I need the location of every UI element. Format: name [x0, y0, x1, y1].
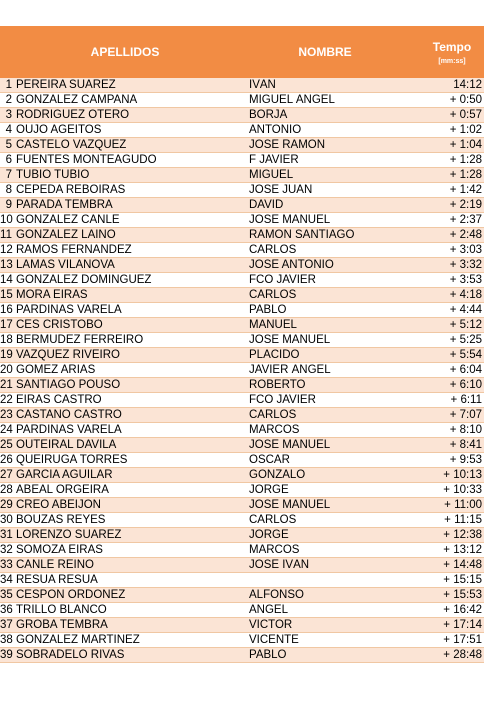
- row-position: 5: [5, 139, 12, 151]
- row-nombre: JAVIER ÁNGEL: [249, 364, 331, 376]
- row-tempo: + 4:18: [449, 289, 482, 301]
- row-apellidos: LAMAS VILANOVA: [16, 259, 115, 271]
- header-nombre: NOMBRE: [298, 45, 352, 59]
- row-nombre: DAVID: [249, 199, 284, 211]
- row-position: 34: [0, 574, 13, 586]
- row-tempo: + 11:00: [444, 499, 482, 511]
- table-row: [0, 318, 484, 333]
- row-position: 12: [0, 244, 13, 256]
- header-tempo-unit: [mm:ss]: [438, 57, 466, 65]
- row-position: 4: [5, 124, 12, 136]
- row-apellidos: BOUZAS REYES: [16, 514, 106, 526]
- row-nombre: JOSE ANTONIO: [249, 259, 334, 271]
- row-apellidos: OUTEIRAL DAVILA: [16, 439, 117, 451]
- row-tempo: + 10:33: [443, 484, 482, 496]
- table-row: [0, 108, 484, 123]
- row-tempo: + 9:53: [449, 454, 482, 466]
- row-position: 33: [0, 559, 13, 571]
- table-row: [0, 468, 484, 483]
- table-row: [0, 438, 484, 453]
- table-row: [0, 423, 484, 438]
- row-position: 28: [0, 484, 13, 496]
- row-tempo: + 14:48: [443, 559, 482, 571]
- table-row: [0, 228, 484, 243]
- row-apellidos: GARCÍA AGUILAR: [16, 469, 113, 481]
- table-row: [0, 513, 484, 528]
- row-apellidos: GONZALEZ CANLE: [16, 214, 120, 226]
- row-tempo: + 3:03: [449, 244, 482, 256]
- row-apellidos: SANTIAGO POUSO: [16, 379, 121, 391]
- row-position: 7: [5, 169, 12, 181]
- results-table: [0, 26, 484, 663]
- row-nombre: JORGE: [249, 484, 289, 496]
- table-row: [0, 648, 484, 663]
- row-position: 17: [0, 319, 13, 331]
- row-apellidos: CES CRISTOBO: [16, 319, 103, 331]
- table-row: [0, 588, 484, 603]
- row-apellidos: GONZÁLEZ CAMPAÑA: [16, 94, 138, 106]
- row-apellidos: OUJO AGEITOS: [16, 124, 102, 136]
- row-nombre: VICENTE: [249, 634, 299, 646]
- row-position: 6: [5, 154, 12, 166]
- row-tempo: + 15:53: [443, 589, 482, 601]
- row-apellidos: PARDIÑAS VARELA: [16, 424, 122, 436]
- row-nombre: JORGE: [249, 529, 289, 541]
- row-tempo: + 4:44: [449, 304, 482, 316]
- row-nombre: ANTONIO: [249, 124, 302, 136]
- row-nombre: CARLOS: [249, 409, 297, 421]
- row-apellidos: SOMOZA EIRAS: [16, 544, 103, 556]
- row-apellidos: EIRAS CASTRO: [16, 394, 102, 406]
- row-position: 38: [0, 634, 13, 646]
- row-position: 10: [0, 214, 13, 226]
- row-tempo: + 8:41: [449, 439, 482, 451]
- row-tempo: + 11:15: [444, 514, 482, 526]
- row-position: 27: [0, 469, 13, 481]
- row-position: 23: [0, 409, 13, 421]
- row-apellidos: PARADA TEMBRA: [16, 199, 113, 211]
- table-row: [0, 453, 484, 468]
- row-position: 13: [0, 259, 13, 271]
- row-nombre: JOSE JUAN: [249, 184, 313, 196]
- table-row: [0, 183, 484, 198]
- table-row: [0, 498, 484, 513]
- row-apellidos: PEREIRA SUÁREZ: [16, 79, 116, 91]
- row-position: 14: [0, 274, 13, 286]
- row-nombre: FCO JAVIER: [249, 394, 316, 406]
- row-apellidos: LORENZO SUAREZ: [16, 529, 122, 541]
- row-position: 16: [0, 304, 13, 316]
- row-position: 32: [0, 544, 13, 556]
- row-tempo: + 10:13: [443, 469, 482, 481]
- row-tempo: + 7:07: [449, 409, 482, 421]
- row-position: 31: [0, 529, 13, 541]
- table-row: [0, 603, 484, 618]
- table-row: [0, 393, 484, 408]
- row-nombre: ALFONSO: [249, 589, 304, 601]
- row-apellidos: GONZALEZ MARTINEZ: [16, 634, 140, 646]
- row-position: 1: [5, 79, 12, 91]
- table-row: [0, 288, 484, 303]
- table-row: [0, 153, 484, 168]
- row-position: 24: [0, 424, 13, 436]
- row-position: 35: [0, 589, 13, 601]
- row-nombre: OSCAR: [249, 454, 290, 466]
- row-tempo: + 1:42: [449, 184, 482, 196]
- row-apellidos: CASTELO VAZQUEZ: [16, 139, 127, 151]
- table-row: [0, 408, 484, 423]
- table-row: [0, 363, 484, 378]
- row-apellidos: RESUA RESUA: [16, 574, 98, 586]
- table-row: [0, 258, 484, 273]
- row-apellidos: TRILLO BLANCO: [16, 604, 107, 616]
- row-position: 25: [0, 439, 13, 451]
- row-position: 11: [0, 229, 12, 241]
- row-tempo: + 6:11: [450, 394, 482, 406]
- row-nombre: MANUEL: [249, 319, 297, 331]
- row-position: 2: [5, 94, 12, 106]
- table-row: [0, 168, 484, 183]
- row-apellidos: GONZALEZ LAIÑO: [16, 229, 116, 241]
- row-apellidos: QUEIRUGA TORRES: [16, 454, 128, 466]
- row-position: 8: [5, 184, 12, 196]
- row-tempo: + 2:19: [449, 199, 482, 211]
- row-position: 19: [0, 349, 13, 361]
- row-nombre: GONZALO: [249, 469, 306, 481]
- row-apellidos: GONZÁLEZ DOMÍNGUEZ: [16, 274, 152, 286]
- row-nombre: PABLO: [249, 304, 287, 316]
- table-row: [0, 138, 484, 153]
- row-tempo: + 28:48: [443, 649, 482, 661]
- row-position: 39: [0, 649, 13, 661]
- row-apellidos: GROBA TEMBRA: [16, 619, 108, 631]
- table-row: [0, 618, 484, 633]
- row-nombre: MIGUEL ÁNGEL: [249, 94, 335, 106]
- row-apellidos: RODRIGUEZ OTERO: [16, 109, 130, 121]
- row-tempo: + 17:51: [443, 634, 482, 646]
- row-tempo: + 13:12: [443, 544, 482, 556]
- table-row: [0, 303, 484, 318]
- row-tempo: + 0:57: [449, 109, 482, 121]
- row-apellidos: GÓMEZ ARIAS: [16, 364, 96, 376]
- row-apellidos: TUBIO TUBIO: [16, 169, 90, 181]
- header-tempo: [400, 26, 484, 78]
- header-apellidos: APELLIDOS: [90, 45, 160, 59]
- row-position: 9: [5, 199, 12, 211]
- table-row: [0, 348, 484, 363]
- row-position: 20: [0, 364, 13, 376]
- row-tempo: + 3:32: [449, 259, 482, 271]
- row-nombre: VICTOR: [249, 619, 293, 631]
- row-position: 21: [0, 379, 13, 391]
- row-nombre: JOSÉ MANUEL: [249, 499, 331, 511]
- row-tempo: + 1:04: [449, 139, 482, 151]
- row-position: 3: [5, 109, 12, 121]
- row-apellidos: SOBRADELO RIVAS: [16, 649, 125, 661]
- row-apellidos: BERMUDEZ FERREIRO: [16, 334, 144, 346]
- table-row: [0, 198, 484, 213]
- row-apellidos: FUENTES MONTEAGUDO: [16, 154, 157, 166]
- row-nombre: IVÁN: [249, 79, 276, 91]
- row-nombre: JOSE MANUEL: [249, 439, 331, 451]
- table-row: [0, 633, 484, 648]
- table-header: [0, 26, 484, 78]
- row-nombre: FCO JAVIER: [249, 274, 316, 286]
- row-tempo: + 3:53: [449, 274, 482, 286]
- row-tempo: + 15:15: [443, 574, 482, 586]
- row-apellidos: CANLE REINO: [16, 559, 94, 571]
- row-nombre: JOSE RAMON: [249, 139, 326, 151]
- row-apellidos: RAMOS FERNANDEZ: [16, 244, 132, 256]
- row-apellidos: MORA EIRAS: [16, 289, 88, 301]
- row-nombre: CARLOS: [249, 289, 297, 301]
- row-nombre: ANGEL: [249, 604, 288, 616]
- row-apellidos: CREO ABEIJÓN: [16, 499, 101, 511]
- row-tempo: 14:12: [453, 79, 482, 91]
- table-row: [0, 558, 484, 573]
- row-position: 29: [0, 499, 13, 511]
- row-position: 30: [0, 514, 13, 526]
- row-tempo: + 16:42: [443, 604, 482, 616]
- row-nombre: MARCOS: [249, 544, 300, 556]
- table-row: [0, 378, 484, 393]
- row-nombre: BORJA: [249, 109, 288, 121]
- row-nombre: RAMON SANTIAGO: [249, 229, 355, 241]
- row-nombre: MIGUEL: [249, 169, 294, 181]
- row-position: 18: [0, 334, 13, 346]
- row-position: 37: [0, 619, 13, 631]
- table-row: [0, 273, 484, 288]
- row-tempo: + 12:38: [443, 529, 482, 541]
- row-tempo: + 8:10: [449, 424, 482, 436]
- table-row: [0, 543, 484, 558]
- table-row: [0, 93, 484, 108]
- table-row: [0, 243, 484, 258]
- table-row: [0, 573, 484, 588]
- row-apellidos: PARDIÑAS VARELA: [16, 304, 122, 316]
- row-tempo: + 5:54: [449, 349, 482, 361]
- table-row: [0, 528, 484, 543]
- row-nombre: MARCOS: [249, 424, 300, 436]
- table-row: [0, 483, 484, 498]
- row-position: 22: [0, 394, 13, 406]
- row-position: 26: [0, 454, 13, 466]
- row-tempo: + 0:50: [449, 94, 482, 106]
- row-nombre: CARLOS: [249, 514, 297, 526]
- row-nombre: JOSE MANUEL: [249, 334, 331, 346]
- table-row: [0, 123, 484, 138]
- row-apellidos: CASTAÑO CASTRO: [16, 409, 122, 421]
- row-tempo: + 1:28: [449, 154, 482, 166]
- row-nombre: F JAVIER: [249, 154, 299, 166]
- row-apellidos: ABEAL ORGEIRA: [16, 484, 109, 496]
- row-nombre: PABLO: [249, 649, 287, 661]
- row-tempo: + 6:04: [449, 364, 482, 376]
- row-nombre: PLACIDO: [249, 349, 300, 361]
- row-tempo: + 1:28: [449, 169, 482, 181]
- row-nombre: JOSE MANUEL: [249, 214, 331, 226]
- row-position: 36: [0, 604, 13, 616]
- row-tempo: + 2:48: [449, 229, 482, 241]
- row-tempo: + 6:10: [449, 379, 482, 391]
- row-nombre: JOSÉ IVÁN: [249, 559, 310, 571]
- table-row: [0, 78, 484, 93]
- row-tempo: + 5:12: [449, 319, 482, 331]
- table-row: [0, 213, 484, 228]
- row-apellidos: CESPÓN ORDÓÑEZ: [16, 589, 126, 601]
- row-nombre: CARLOS: [249, 244, 297, 256]
- table-body: [0, 78, 484, 663]
- row-tempo: + 5:25: [449, 334, 482, 346]
- row-position: 15: [0, 289, 13, 301]
- row-tempo: + 2:37: [449, 214, 482, 226]
- row-nombre: ROBERTO: [249, 379, 306, 391]
- table-row: [0, 333, 484, 348]
- row-apellidos: CEPEDA REBOIRAS: [16, 184, 126, 196]
- row-tempo: + 17:14: [443, 619, 482, 631]
- row-apellidos: VAZQUEZ RIVEIRO: [16, 349, 120, 361]
- row-tempo: + 1:02: [449, 124, 482, 136]
- header-tempo-label: Tempo: [432, 39, 472, 54]
